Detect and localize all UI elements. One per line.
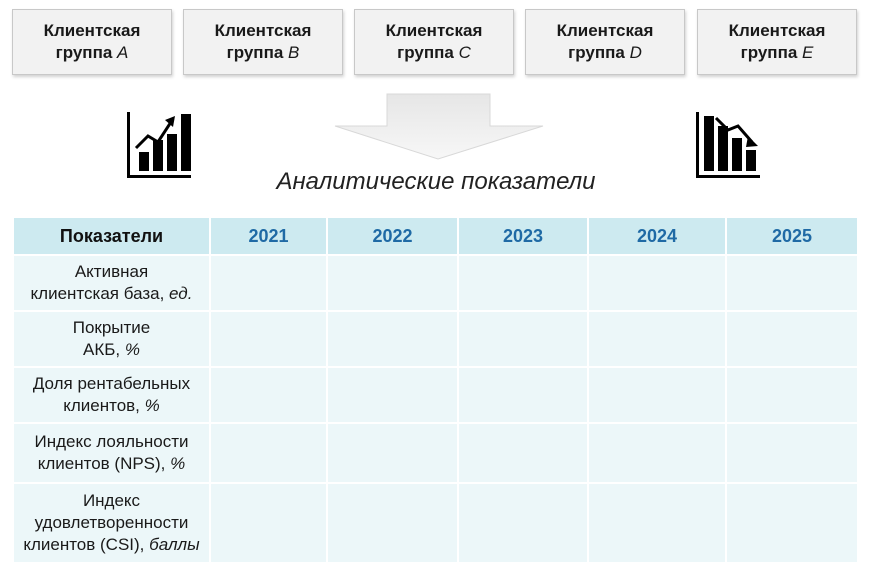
header-year-2022: 2022 bbox=[327, 217, 458, 255]
table-cell bbox=[210, 255, 327, 311]
group-title: Клиентская bbox=[43, 21, 141, 40]
table-cell bbox=[327, 423, 458, 483]
table-row bbox=[13, 483, 858, 563]
group-letter: B bbox=[288, 43, 300, 62]
table-cell bbox=[327, 483, 458, 563]
group-word: группа bbox=[226, 43, 284, 62]
table-cell bbox=[327, 367, 458, 423]
group-letter: D bbox=[629, 43, 642, 62]
group-title: Клиентская bbox=[556, 21, 654, 40]
row-label-nps: Индекс лояльности клиентов (NPS), % bbox=[13, 423, 210, 483]
table-row bbox=[13, 367, 858, 423]
table-cell bbox=[458, 311, 588, 367]
table-cell bbox=[210, 367, 327, 423]
group-title: Клиентская bbox=[214, 21, 312, 40]
client-group-b bbox=[183, 9, 343, 75]
table-cell bbox=[458, 423, 588, 483]
group-letter: C bbox=[458, 43, 471, 62]
header-year-2025: 2025 bbox=[726, 217, 858, 255]
table-cell bbox=[726, 311, 858, 367]
client-group-a bbox=[12, 9, 172, 75]
group-word: группа bbox=[740, 43, 798, 62]
table-cell bbox=[726, 367, 858, 423]
table-cell bbox=[588, 483, 726, 563]
group-word: группа bbox=[397, 43, 454, 62]
down-arrow-icon bbox=[333, 93, 545, 161]
table-cell bbox=[588, 423, 726, 483]
table-row bbox=[13, 423, 858, 483]
table-cell bbox=[588, 367, 726, 423]
group-title: Клиентская bbox=[385, 21, 483, 40]
row-label-profitable-share: Доля рентабельных клиентов, % bbox=[13, 367, 210, 423]
group-letter: E bbox=[802, 43, 814, 62]
table-cell bbox=[210, 483, 327, 563]
metrics-table bbox=[12, 216, 859, 564]
header-year-2021: 2021 bbox=[210, 217, 327, 255]
subtitle: Аналитические показатели bbox=[276, 168, 596, 195]
client-group-c bbox=[354, 9, 514, 75]
group-letter: A bbox=[117, 43, 129, 62]
table-row bbox=[13, 255, 858, 311]
group-word: группа bbox=[55, 43, 113, 62]
table-cell bbox=[327, 255, 458, 311]
table-cell bbox=[726, 483, 858, 563]
header-year-2024: 2024 bbox=[588, 217, 726, 255]
table-cell bbox=[210, 311, 327, 367]
header-metrics: Показатели bbox=[13, 217, 210, 255]
table-cell bbox=[458, 483, 588, 563]
table-header-row bbox=[13, 217, 858, 255]
table-cell bbox=[726, 423, 858, 483]
table-cell bbox=[458, 367, 588, 423]
row-label-active-client-base: Активная клиентская база, ед. bbox=[13, 255, 210, 311]
group-title: Клиентская bbox=[728, 21, 826, 40]
table-cell bbox=[210, 423, 327, 483]
table-cell bbox=[588, 255, 726, 311]
header-year-2023: 2023 bbox=[458, 217, 588, 255]
table-cell bbox=[458, 255, 588, 311]
table-cell bbox=[726, 255, 858, 311]
table-row bbox=[13, 311, 858, 367]
row-label-akb-coverage: Покрытие АКБ, % bbox=[13, 311, 210, 367]
row-label-csi: Индекс удовлетворенности клиентов (CSI), баллы bbox=[13, 483, 210, 563]
table-cell bbox=[588, 311, 726, 367]
group-word: группа bbox=[568, 43, 625, 62]
table-cell bbox=[327, 311, 458, 367]
client-group-d bbox=[525, 9, 685, 75]
client-group-e bbox=[697, 9, 857, 75]
